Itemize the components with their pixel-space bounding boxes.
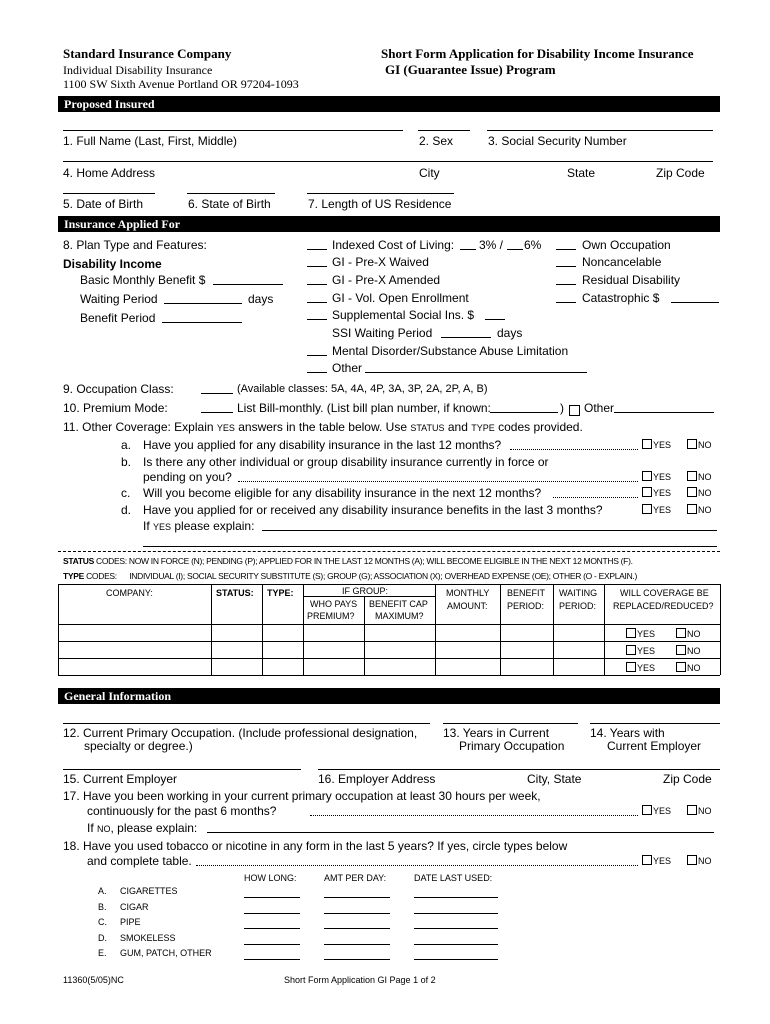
gi-vol-check[interactable] [307,302,327,303]
q11-explain-field-2[interactable] [143,546,717,547]
city-label: City [419,166,440,180]
icol-check[interactable] [307,249,327,250]
premium-other-label: Other [584,401,615,415]
dob-field[interactable] [63,193,155,194]
q16-label: 16. Employer Address [318,772,436,786]
q12-label-2: specialty or degree.) [84,739,193,753]
th-how-long: HOW LONG: [244,873,297,883]
q17-explain-field[interactable] [207,832,714,833]
other-plan-check[interactable] [307,372,327,373]
date-last-used-field[interactable] [414,897,498,898]
row3-yes[interactable]: YES [626,662,655,673]
city-state-label: City, State [527,772,582,786]
q13-label: 13. Years in Current [443,726,550,740]
q11a-yes[interactable]: YES [642,439,671,450]
q11b-no[interactable]: NO [687,471,712,482]
q18-text-2: and complete table. [87,854,192,868]
th-type: TYPE: [267,588,294,598]
icol-label: Indexed Cost of Living: [332,238,455,252]
own-occ-label: Own Occupation [582,238,671,252]
catastrophic-field[interactable] [671,302,719,303]
amt-per-day-field[interactable] [324,897,390,898]
amt-per-day-field[interactable] [324,913,390,914]
tobacco-letter: C. [98,917,107,927]
dob-label: 5. Date of Birth [63,197,144,211]
row2-yes[interactable]: YES [626,645,655,656]
list-bill-label: List Bill-monthly. (List bill plan number, if known: [237,401,491,415]
length-residence-field[interactable] [307,193,454,194]
tobacco-letter: B. [98,901,107,912]
full-name-field[interactable] [63,130,403,131]
catastrophic-check[interactable] [556,302,576,303]
amt-per-day-field[interactable] [324,959,390,960]
th-amount: AMOUNT: [447,601,488,611]
q11-label: 11. Other Coverage: Explain YES answers in the table below. Use STATUS and TYPE codes provided. [63,420,583,434]
form-subtitle: GI (Guarantee Issue) Program [385,62,556,77]
icol-3pct-label: 3% / [479,238,504,252]
catastrophic-label: Catastrophic $ [582,291,660,305]
q11d-no[interactable]: NO [687,504,712,515]
q18-yes[interactable]: YES [642,855,671,866]
q11d-letter: d. [121,503,132,517]
tobacco-type[interactable]: GUM, PATCH, OTHER [120,948,212,958]
q13-label-2: Primary Occupation [459,739,565,753]
type-codes: TYPE CODES: INDIVIDUAL (I); SOCIAL SECURITY SUBSTITUTE (S); GROUP (G); ASSOCIATION (X); OVERHEAD EXPENSE (OE); OTHER (O - EXPLAIN.) [63,571,637,581]
q10-label: 10. Premium Mode: [63,401,168,415]
th-if-group: IF GROUP: [342,586,389,596]
state-birth-label: 6. State of Birth [188,197,271,211]
tobacco-type[interactable]: PIPE [120,917,141,927]
q9-classes: (Available classes: 5A, 4A, 4P, 3A, 3P, 2A, 2P, A, B) [237,383,488,395]
employer-field[interactable] [63,769,301,770]
residual-check[interactable] [556,284,576,285]
ssn-field[interactable] [487,130,713,131]
section-insurance-applied: Insurance Applied For [58,216,720,232]
ssi-days-label: days [497,326,523,340]
row2-no[interactable]: NO [676,645,701,656]
ssi-wait-field[interactable] [441,337,491,338]
list-bill-number-field[interactable] [490,412,558,413]
tobacco-type[interactable]: CIGAR [120,901,149,912]
ssi-label: Supplemental Social Ins. $ [332,308,475,322]
amt-per-day-field[interactable] [324,944,390,945]
list-bill-close: ) [560,401,564,415]
th-company: COMPANY: [106,588,153,598]
ssi-wait-label: SSI Waiting Period [332,326,433,340]
company-address: 1100 SW Sixth Avenue Portland OR 97204-1093 [63,77,299,91]
th-date-last-used: DATE LAST USED: [414,873,493,883]
waiting-days-label: days [248,292,274,306]
th-amt-per-day: AMT PER DAY: [324,873,387,883]
th-maximum: MAXIMUM? [375,611,424,621]
q9-label: 9. Occupation Class: [63,382,174,396]
residual-label: Residual Disability [582,273,681,287]
q11b-letter: b. [121,455,132,469]
date-last-used-field[interactable] [414,913,498,914]
premium-other-field[interactable] [614,412,714,413]
th-benefit: BENEFIT [507,588,546,598]
q11b-yes[interactable]: YES [642,471,671,482]
q17-explain-label: If NO, please explain: [87,821,198,835]
employer-zip-label: Zip Code [663,772,712,786]
tobacco-letter: D. [98,932,107,943]
q11-explain-label: If YES please explain: [143,519,255,533]
q11-explain-field[interactable] [262,530,717,531]
other-plan-field[interactable] [365,372,587,373]
employer-address-field[interactable] [318,769,720,770]
gi-amended-label: GI - Pre-X Amended [332,273,441,287]
division: Individual Disability Insurance [63,63,213,77]
gi-vol-label: GI - Vol. Open Enrollment [332,291,469,305]
sex-label: 2. Sex [419,134,454,148]
th-waiting: WAITING [559,588,598,598]
gi-waived-label: GI - Pre-X Waived [332,255,429,269]
waiting-period-label: Waiting Period [80,292,158,306]
form-title: Short Form Application for Disability Income Insurance [381,46,694,61]
occupation-field[interactable] [63,723,430,724]
tobacco-letter: E. [98,948,107,958]
sex-field[interactable] [418,130,470,131]
ssi-check[interactable] [307,319,327,320]
q12-label: 12. Current Primary Occupation. (Include professional designation, [63,726,418,740]
q17-no[interactable]: NO [687,805,712,816]
q14-label: 14. Years with [590,726,665,740]
th-will-coverage: WILL COVERAGE BE [620,588,709,598]
section-proposed-insured: Proposed Insured [58,96,720,112]
q18-no[interactable]: NO [687,855,712,866]
how-long-field[interactable] [244,913,300,914]
th-waiting-period: PERIOD: [559,601,597,611]
company-name: Standard Insurance Company [63,46,232,61]
th-period: PERIOD: [507,601,545,611]
noncancel-check[interactable] [556,266,576,267]
icol-6pct-label: 6% [524,238,542,252]
row1-no[interactable]: NO [676,628,701,639]
home-address-field[interactable] [63,161,713,162]
own-occ-check[interactable] [556,249,576,250]
q11d-yes[interactable]: YES [642,504,671,515]
status-codes: STATUS CODES: NOW IN FORCE (N); PENDING (P); APPLIED FOR IN THE LAST 12 MONTHS (A); WILL BECOME ELIGIBLE IN THE NEXT 12 MONTHS (F). [63,556,633,566]
occupation-class-field[interactable] [201,393,233,394]
full-name-label: 1. Full Name (Last, First, Middle) [63,134,238,148]
q11a-letter: a. [121,438,132,452]
other-plan-label: Other [332,361,363,375]
q18-text: 18. Have you used tobacco or nicotine in any form in the last 5 years? If yes, circle types below [63,839,568,853]
th-benefit-cap: BENEFIT CAP [369,599,428,609]
length-residence-label: 7. Length of US Residence [308,197,452,211]
q11b-text1: Is there any other individual or group disability insurance currently in force or [143,455,549,469]
gi-amended-check[interactable] [307,284,327,285]
how-long-field[interactable] [244,897,300,898]
waiting-period-field[interactable] [164,303,242,304]
how-long-field[interactable] [244,928,300,929]
th-monthly: MONTHLY [446,588,490,598]
q17-yes[interactable]: YES [642,805,671,816]
date-last-used-field[interactable] [414,944,498,945]
section-general-info: General Information [58,688,720,704]
tobacco-letter: A. [98,886,107,896]
benefit-period-field[interactable] [162,322,242,323]
benefit-period-label: Benefit Period [80,311,156,325]
th-replaced: REPLACED/REDUCED? [613,601,714,611]
mental-check[interactable] [307,355,327,356]
date-last-used-field[interactable] [414,928,498,929]
q17-text: 17. Have you been working in your current primary occupation at least 30 hours per week, [63,789,541,803]
state-label: State [567,166,596,180]
years-occupation-field[interactable] [443,723,578,724]
q15-label: 15. Current Employer [63,772,178,786]
icol-6pct-check[interactable] [507,249,523,250]
page-label: Short Form Application GI Page 1 of 2 [284,975,436,985]
home-address-label: 4. Home Address [63,166,156,180]
basic-benefit-label: Basic Monthly Benefit $ [80,273,206,287]
ssi-amount-field[interactable] [485,319,505,320]
date-last-used-field[interactable] [414,959,498,960]
q11b-text2: pending on you? [143,470,232,484]
amt-per-day-field[interactable] [324,928,390,929]
th-status: STATUS: [216,588,254,598]
tobacco-type[interactable]: CIGARETTES [120,886,178,896]
q11c-letter: c. [121,486,131,500]
q11a-text: Have you applied for any disability insurance in the last 12 months? [143,438,502,452]
form-number: 11360(5/05)NC [63,975,124,985]
years-employer-field[interactable] [590,723,720,724]
q11a-no[interactable]: NO [687,439,712,450]
th-who-pays: WHO PAYS [310,599,358,609]
disability-income-label: Disability Income [63,257,162,271]
zip-label: Zip Code [656,166,705,180]
how-long-field[interactable] [244,959,300,960]
q11c-text: Will you become eligible for any disability insurance in the next 12 months? [143,486,542,500]
row3-no[interactable]: NO [676,662,701,673]
premium-other-checkbox[interactable] [569,402,581,420]
mental-label: Mental Disorder/Substance Abuse Limitation [332,344,569,358]
q17-text-2: continuously for the past 6 months? [87,804,277,818]
q14-label-2: Current Employer [607,739,702,753]
th-premium: PREMIUM? [307,611,355,621]
gi-waived-check[interactable] [307,266,327,267]
icol-3pct-check[interactable] [460,249,476,250]
ssn-label: 3. Social Security Number [488,134,627,148]
basic-benefit-field[interactable] [213,284,283,285]
q11d-text: Have you applied for or received any disability insurance benefits in the last 3 months? [143,503,603,517]
list-bill-check[interactable] [201,412,233,413]
row1-yes[interactable]: YES [626,628,655,639]
q11c-no[interactable]: NO [687,487,712,498]
how-long-field[interactable] [244,944,300,945]
tobacco-type[interactable]: SMOKELESS [120,932,176,943]
state-birth-field[interactable] [187,193,275,194]
q8-label: 8. Plan Type and Features: [63,238,207,252]
q11c-yes[interactable]: YES [642,487,671,498]
noncancel-label: Noncancelable [582,255,662,269]
